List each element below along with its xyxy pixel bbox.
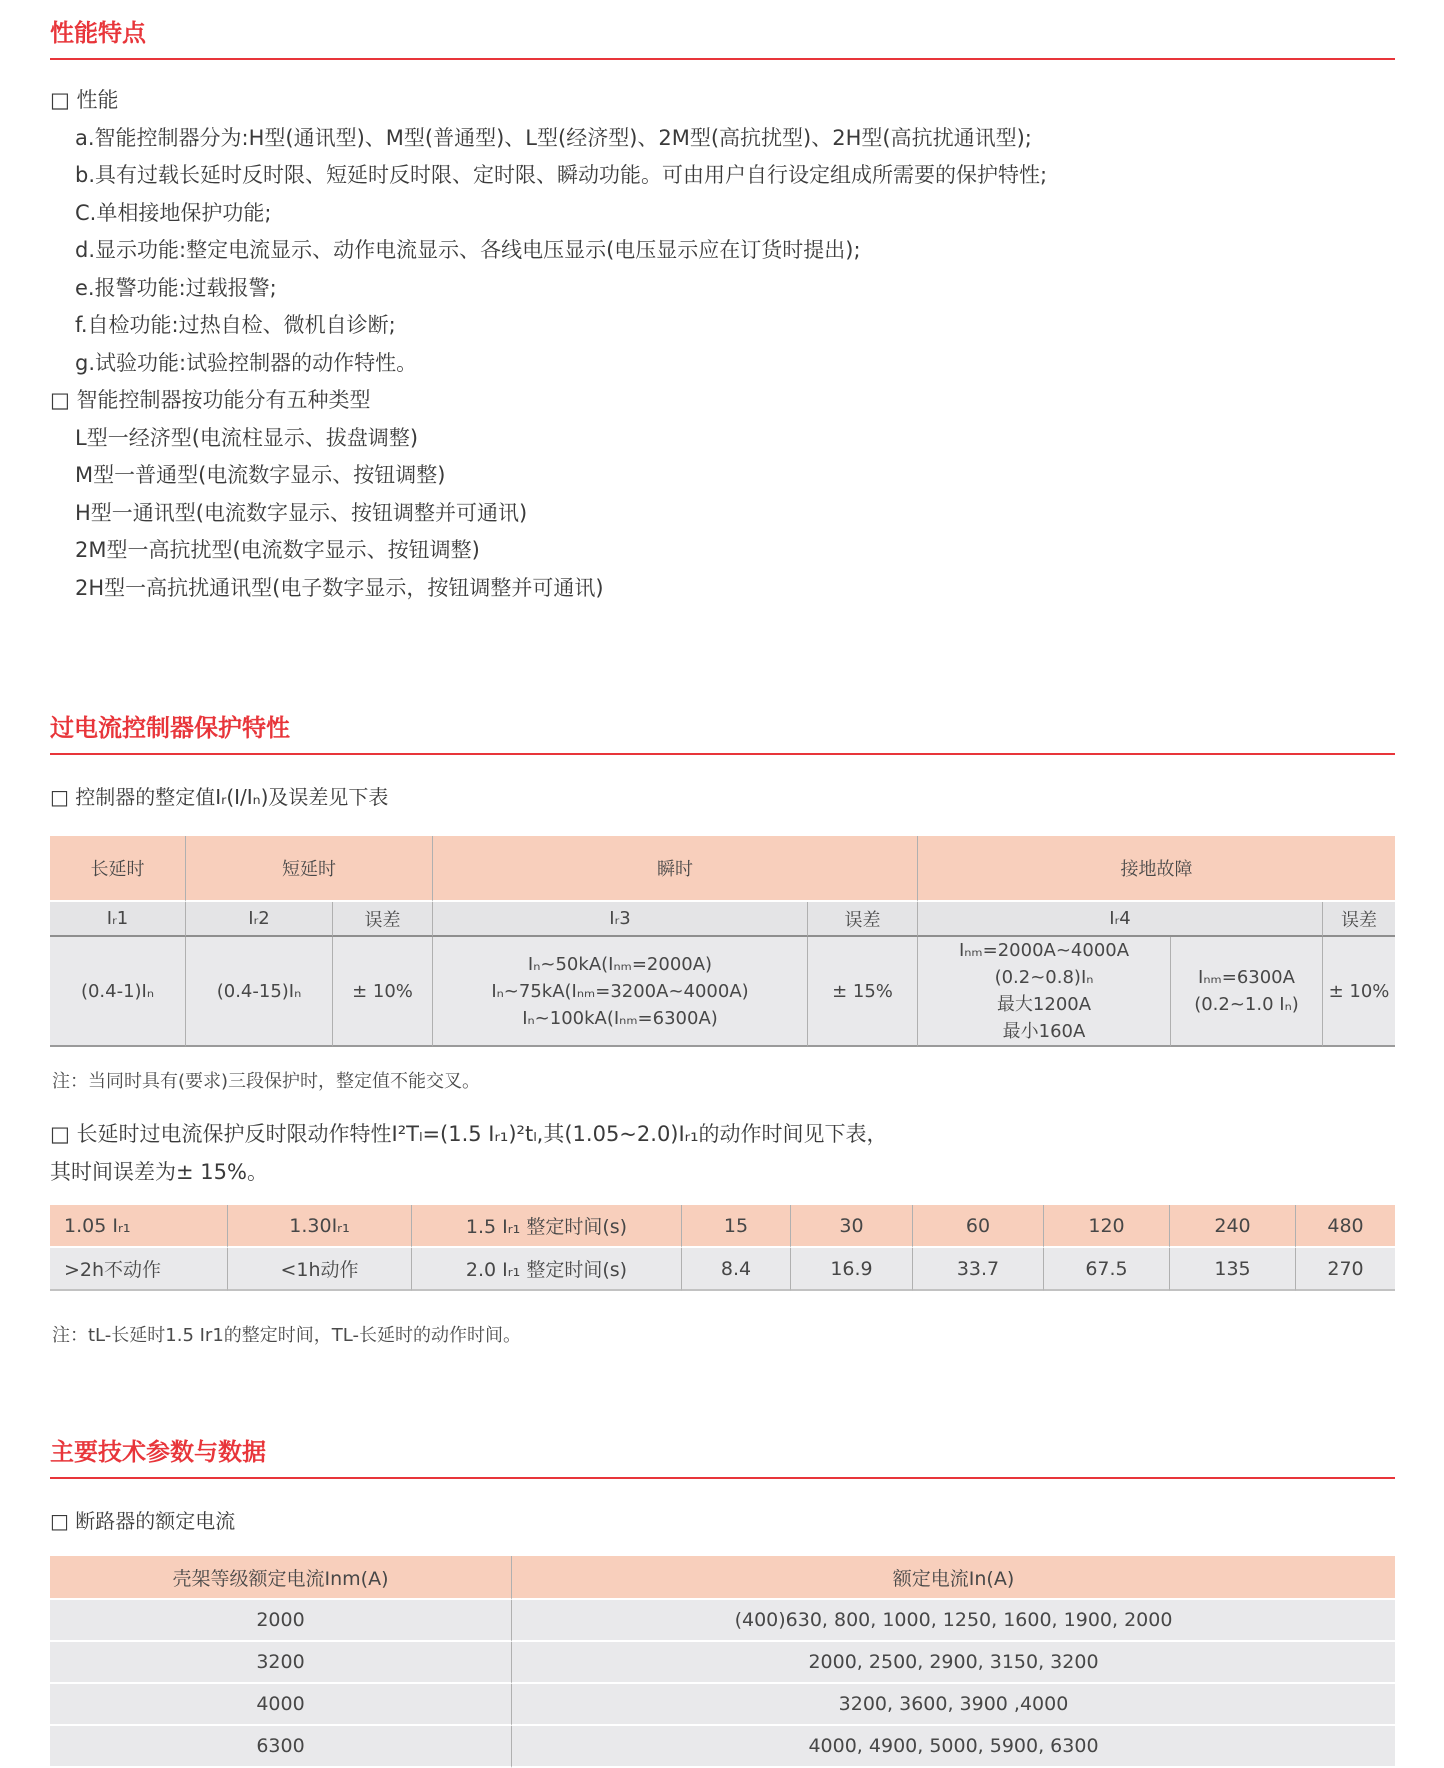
table-row: [50, 1726, 1395, 1768]
rated-current-header-row: [50, 1556, 1395, 1600]
ground-line: Iₙₘ=6300A: [1198, 967, 1295, 988]
cell-trip: <1h动作: [227, 1248, 411, 1291]
feature-line: b.具有过载长延时反时限、短延时反时限、定时限、瞬动功能。可由用户自行设定组成所需要的保护特性;: [75, 163, 1048, 187]
cell-frame-current: 2000: [50, 1600, 511, 1642]
table-subheader-row: [50, 902, 1395, 937]
section-protection: [50, 713, 1395, 1347]
cell-1.05ir1: 1.05 Iᵣ₁: [50, 1205, 227, 1248]
section-underline: [50, 753, 1395, 755]
cell-rated-values: 3200, 3600, 3900 ,4000: [511, 1684, 1395, 1726]
section-underline: [50, 1477, 1395, 1479]
header-rated-current: 额定电流In(A): [511, 1556, 1395, 1600]
feature-list: [50, 82, 1395, 607]
table-group-header-row: [50, 836, 1395, 902]
section-title-protection: 过电流控制器保护特性: [50, 714, 290, 742]
section-title-parameters: 主要技术参数与数据: [50, 1438, 266, 1466]
feature-line: L型一经济型(电流柱显示、拔盘调整): [75, 425, 419, 450]
group-header-long-delay: 长延时: [50, 836, 185, 902]
subheader-ir1: Iᵣ1: [50, 902, 185, 937]
cell-instantaneous-value: [432, 937, 807, 1047]
section-parameters: [50, 1437, 1395, 1768]
cell-no-trip: >2h不动作: [50, 1248, 227, 1291]
inverse-time-note: 注：tL-长延时1.5 Ir1的整定时间，TL-长延时的动作时间。: [52, 1325, 521, 1346]
cell-time-value: 60: [912, 1205, 1043, 1248]
setting-table-intro: □ 控制器的整定值Iᵣ(I/Iₙ)及误差见下表: [50, 785, 389, 809]
cell-1.5ir1-label: 1.5 Iᵣ₁ 整定时间(s): [411, 1205, 681, 1248]
section-underline: [50, 58, 1395, 60]
ground-line: 最大1200A: [996, 994, 1092, 1015]
feature-line: □ 性能: [50, 88, 119, 112]
cell-time-value: 15: [681, 1205, 790, 1248]
feature-line: □ 智能控制器按功能分有五种类型: [50, 388, 371, 412]
instant-line: Iₙ~50kA(Iₙₘ=2000A): [527, 953, 713, 975]
cell-time-value: 240: [1169, 1205, 1295, 1248]
group-header-instantaneous: 瞬时: [432, 836, 917, 902]
cell-time-value: 480: [1295, 1205, 1395, 1248]
feature-line: a.智能控制器分为:H型(通讯型)、M型(普通型)、L型(经济型)、2M型(高抗扰型)、2H型(高抗扰通讯型);: [75, 125, 1032, 150]
table-row: [50, 1684, 1395, 1726]
feature-line: M型一普通型(电流数字显示、按钮调整): [75, 463, 446, 487]
cell-ground-fault-6300: [1170, 937, 1322, 1047]
cell-time-value: 33.7: [912, 1248, 1043, 1291]
header-frame-rated-current: 壳架等级额定电流Inm(A): [50, 1556, 511, 1600]
feature-line: f.自检功能:过热自检、微机自诊断;: [75, 313, 396, 337]
cell-2.0ir1-label: 2.0 Iᵣ₁ 整定时间(s): [411, 1248, 681, 1291]
table-data-row: [50, 937, 1395, 1047]
setting-table-note: 注：当同时具有(要求)三段保护时，整定值不能交叉。: [52, 1071, 481, 1092]
inverse-time-data-row: [50, 1248, 1395, 1291]
cell-1.30ir1: 1.30Iᵣ₁: [227, 1205, 411, 1248]
subheader-error: 误差: [807, 902, 917, 937]
feature-line: 2H型一高抗扰通讯型(电子数字显示，按钮调整并可通讯): [75, 575, 604, 600]
feature-line: d.显示功能:整定电流显示、动作电流显示、各线电压显示(电压显示应在订货时提出);: [75, 238, 861, 262]
subheader-ir2: Iᵣ2: [185, 902, 332, 937]
cell-time-value: 120: [1043, 1205, 1169, 1248]
feature-line: C.单相接地保护功能;: [75, 200, 272, 225]
ground-line: (0.2~1.0 Iₙ): [1194, 994, 1299, 1015]
cell-long-delay-value: (0.4-1)Iₙ: [50, 937, 185, 1047]
cell-frame-current: 4000: [50, 1684, 511, 1726]
rated-current-table: [50, 1556, 1395, 1768]
cell-short-delay-value: (0.4-15)Iₙ: [185, 937, 332, 1047]
rated-current-intro: □ 断路器的额定电流: [50, 1509, 236, 1533]
cell-ground-fault-range: [917, 937, 1170, 1047]
inverse-time-text: [50, 1115, 1395, 1191]
subheader-ir4: Iᵣ4: [917, 902, 1322, 937]
cell-frame-current: 3200: [50, 1642, 511, 1684]
instant-line: Iₙ~100kA(Iₙₘ=6300A): [522, 1007, 718, 1029]
feature-line: e.报警功能:过载报警;: [75, 275, 277, 300]
cell-instantaneous-error: ± 15%: [807, 937, 917, 1047]
cell-time-value: 135: [1169, 1248, 1295, 1291]
cell-rated-values: 2000, 2500, 2900, 3150, 3200: [511, 1642, 1395, 1684]
feature-line: H型一通讯型(电流数字显示、按钮调整并可通讯): [75, 500, 528, 525]
cell-frame-current: 6300: [50, 1726, 511, 1768]
inverse-time-error-line: 其时间误差为± 15%。: [50, 1160, 268, 1184]
inverse-time-header-row: [50, 1205, 1395, 1248]
cell-short-delay-error: ± 10%: [332, 937, 432, 1047]
subheader-error: 误差: [332, 902, 432, 937]
subheader-ir3: Iᵣ3: [432, 902, 807, 937]
cell-rated-values: (400)630, 800, 1000, 1250, 1600, 1900, 2000: [511, 1600, 1395, 1642]
section-performance: [50, 18, 1395, 607]
ground-line: Iₙₘ=2000A~4000A: [958, 940, 1130, 961]
group-header-short-delay: 短延时: [185, 836, 432, 902]
instant-line: Iₙ~75kA(Iₙₘ=3200A~4000A): [491, 980, 749, 1002]
feature-line: g.试验功能:试验控制器的动作特性。: [75, 350, 418, 375]
ground-line: 最小160A: [1002, 1021, 1086, 1042]
cell-time-value: 67.5: [1043, 1248, 1169, 1291]
section-title-performance: 性能特点: [50, 19, 146, 47]
cell-time-value: 16.9: [790, 1248, 912, 1291]
group-header-ground-fault: 接地故障: [917, 836, 1395, 902]
cell-ground-fault-error: ± 10%: [1322, 937, 1395, 1047]
table-row: [50, 1642, 1395, 1684]
feature-line: 2M型一高抗扰型(电流数字显示、按钮调整): [75, 538, 480, 562]
cell-time-value: 30: [790, 1205, 912, 1248]
cell-rated-values: 4000, 4900, 5000, 5900, 6300: [511, 1726, 1395, 1768]
inverse-time-table: [50, 1205, 1395, 1291]
table-row: [50, 1600, 1395, 1642]
setting-error-table: [50, 836, 1395, 1047]
subheader-error: 误差: [1322, 902, 1395, 937]
inverse-time-formula-line: □ 长延时过电流保护反时限动作特性I²Tₗ=(1.5 Iᵣ₁)²tₗ,其(1.05~2.0)Iᵣ₁的动作时间见下表，: [50, 1122, 888, 1146]
ground-line: (0.2~0.8)Iₙ: [994, 967, 1094, 988]
cell-time-value: 270: [1295, 1248, 1395, 1291]
cell-time-value: 8.4: [681, 1248, 790, 1291]
